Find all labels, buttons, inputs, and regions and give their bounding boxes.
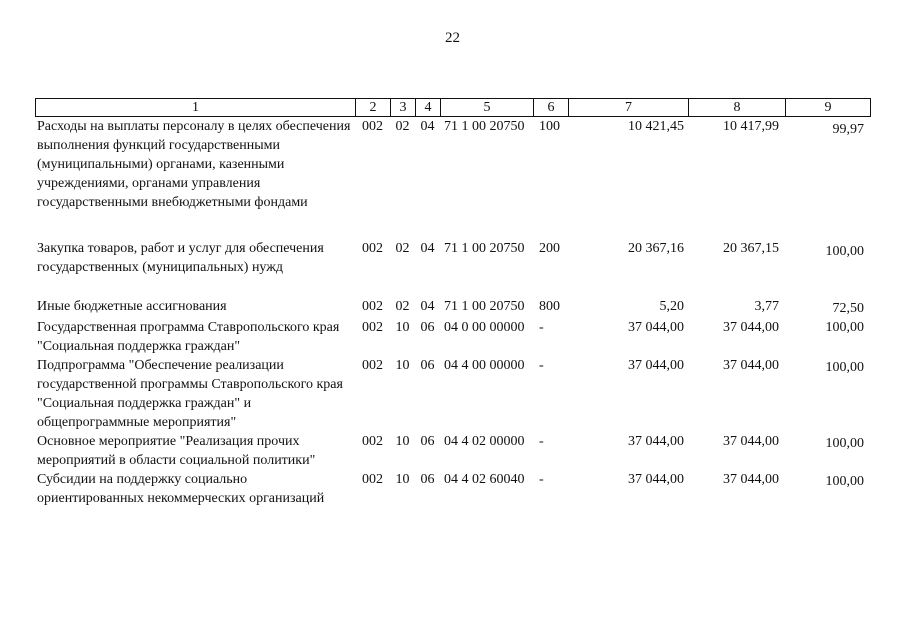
expense-name: Государственная программа Ставропольского края "Социальная поддержка граждан" [37,320,340,354]
rz-code: 02 [395,119,410,134]
ved-code: 002 [362,472,383,487]
expense-name: Подпрограмма "Обеспечение реализации государственной программы Ставропольского края "Социальная поддержка граждан" и общепрограммные мероприятия" [37,358,343,430]
table-row [35,117,870,239]
expense-name: Основное мероприятие "Реализация прочих мероприятий в области социальной политики" [37,434,316,468]
plan-value: 37 044,00 [628,472,684,487]
rz-code: 10 [395,434,410,449]
fact-value: 10 417,99 [723,119,779,134]
rz-code: 02 [395,241,410,256]
csr-code: 71 1 00 20750 [444,119,525,134]
header-cell: 6 [534,99,569,117]
plan-value: 20 367,16 [628,241,684,256]
csr-code: 04 4 02 60040 [444,472,525,487]
csr-code: 04 4 02 00000 [444,434,525,449]
pr-code: 04 [420,299,435,314]
table-row [35,432,870,470]
plan-value: 5,20 [659,299,684,314]
ved-code: 002 [362,241,383,256]
vr-code: - [539,358,544,373]
vr-code: 200 [539,241,560,256]
table-row [35,318,870,356]
table-row [35,356,870,432]
header-row [36,99,871,117]
csr-code: 04 4 00 00000 [444,358,525,373]
expense-name: Субсидии на поддержку социально ориентированных некоммерческих организаций [37,472,325,506]
plan-value: 37 044,00 [628,320,684,335]
rz-code: 10 [395,320,410,335]
pr-code: 06 [420,434,435,449]
vr-code: 800 [539,299,560,314]
header-cell: 3 [391,99,416,117]
header-cell: 9 [786,99,871,117]
header-cell: 8 [689,99,786,117]
ved-code: 002 [362,358,383,373]
fact-value: 37 044,00 [723,434,779,449]
header-cell: 4 [416,99,441,117]
vr-code: - [539,320,544,335]
percent-value: 100,00 [825,320,864,335]
ved-code: 002 [362,434,383,449]
table-row [35,239,870,297]
vr-code: 100 [539,119,560,134]
percent-value: 100,00 [825,244,864,259]
fact-value: 37 044,00 [723,320,779,335]
header-cell: 5 [441,99,534,117]
plan-value: 37 044,00 [628,358,684,373]
header-cell: 7 [569,99,689,117]
pr-code: 06 [420,472,435,487]
fact-value: 37 044,00 [723,358,779,373]
ved-code: 002 [362,320,383,335]
pr-code: 04 [420,119,435,134]
ved-code: 002 [362,119,383,134]
fact-value: 37 044,00 [723,472,779,487]
budget-table [35,117,870,508]
csr-code: 04 0 00 00000 [444,320,525,335]
pr-code: 06 [420,320,435,335]
ved-code: 002 [362,299,383,314]
header-cell: 2 [356,99,391,117]
vr-code: - [539,434,544,449]
rz-code: 10 [395,358,410,373]
expense-name: Закупка товаров, работ и услуг для обеспечения государственных (муниципальных) нужд [37,241,324,275]
pr-code: 04 [420,241,435,256]
percent-value: 100,00 [825,360,864,375]
header-cell: 1 [36,99,356,117]
vr-code: - [539,472,544,487]
expense-name: Иные бюджетные ассигнования [37,299,227,314]
plan-value: 37 044,00 [628,434,684,449]
expense-name: Расходы на выплаты персоналу в целях обеспечения выполнения функций государственными (муниципальными) органами, казенными учреждениями, органами управления государственными внебюджетными фондами [37,119,351,210]
csr-code: 71 1 00 20750 [444,299,525,314]
percent-value: 99,97 [832,122,864,137]
rz-code: 02 [395,299,410,314]
page-number: 22 [445,30,460,46]
plan-value: 10 421,45 [628,119,684,134]
percent-value: 100,00 [825,474,864,489]
percent-value: 72,50 [832,301,864,316]
fact-value: 20 367,15 [723,241,779,256]
pr-code: 06 [420,358,435,373]
table-row [35,297,870,318]
table-row [35,470,870,508]
percent-value: 100,00 [825,436,864,451]
rz-code: 10 [395,472,410,487]
fact-value: 3,77 [754,299,779,314]
column-number-header [35,98,871,117]
csr-code: 71 1 00 20750 [444,241,525,256]
